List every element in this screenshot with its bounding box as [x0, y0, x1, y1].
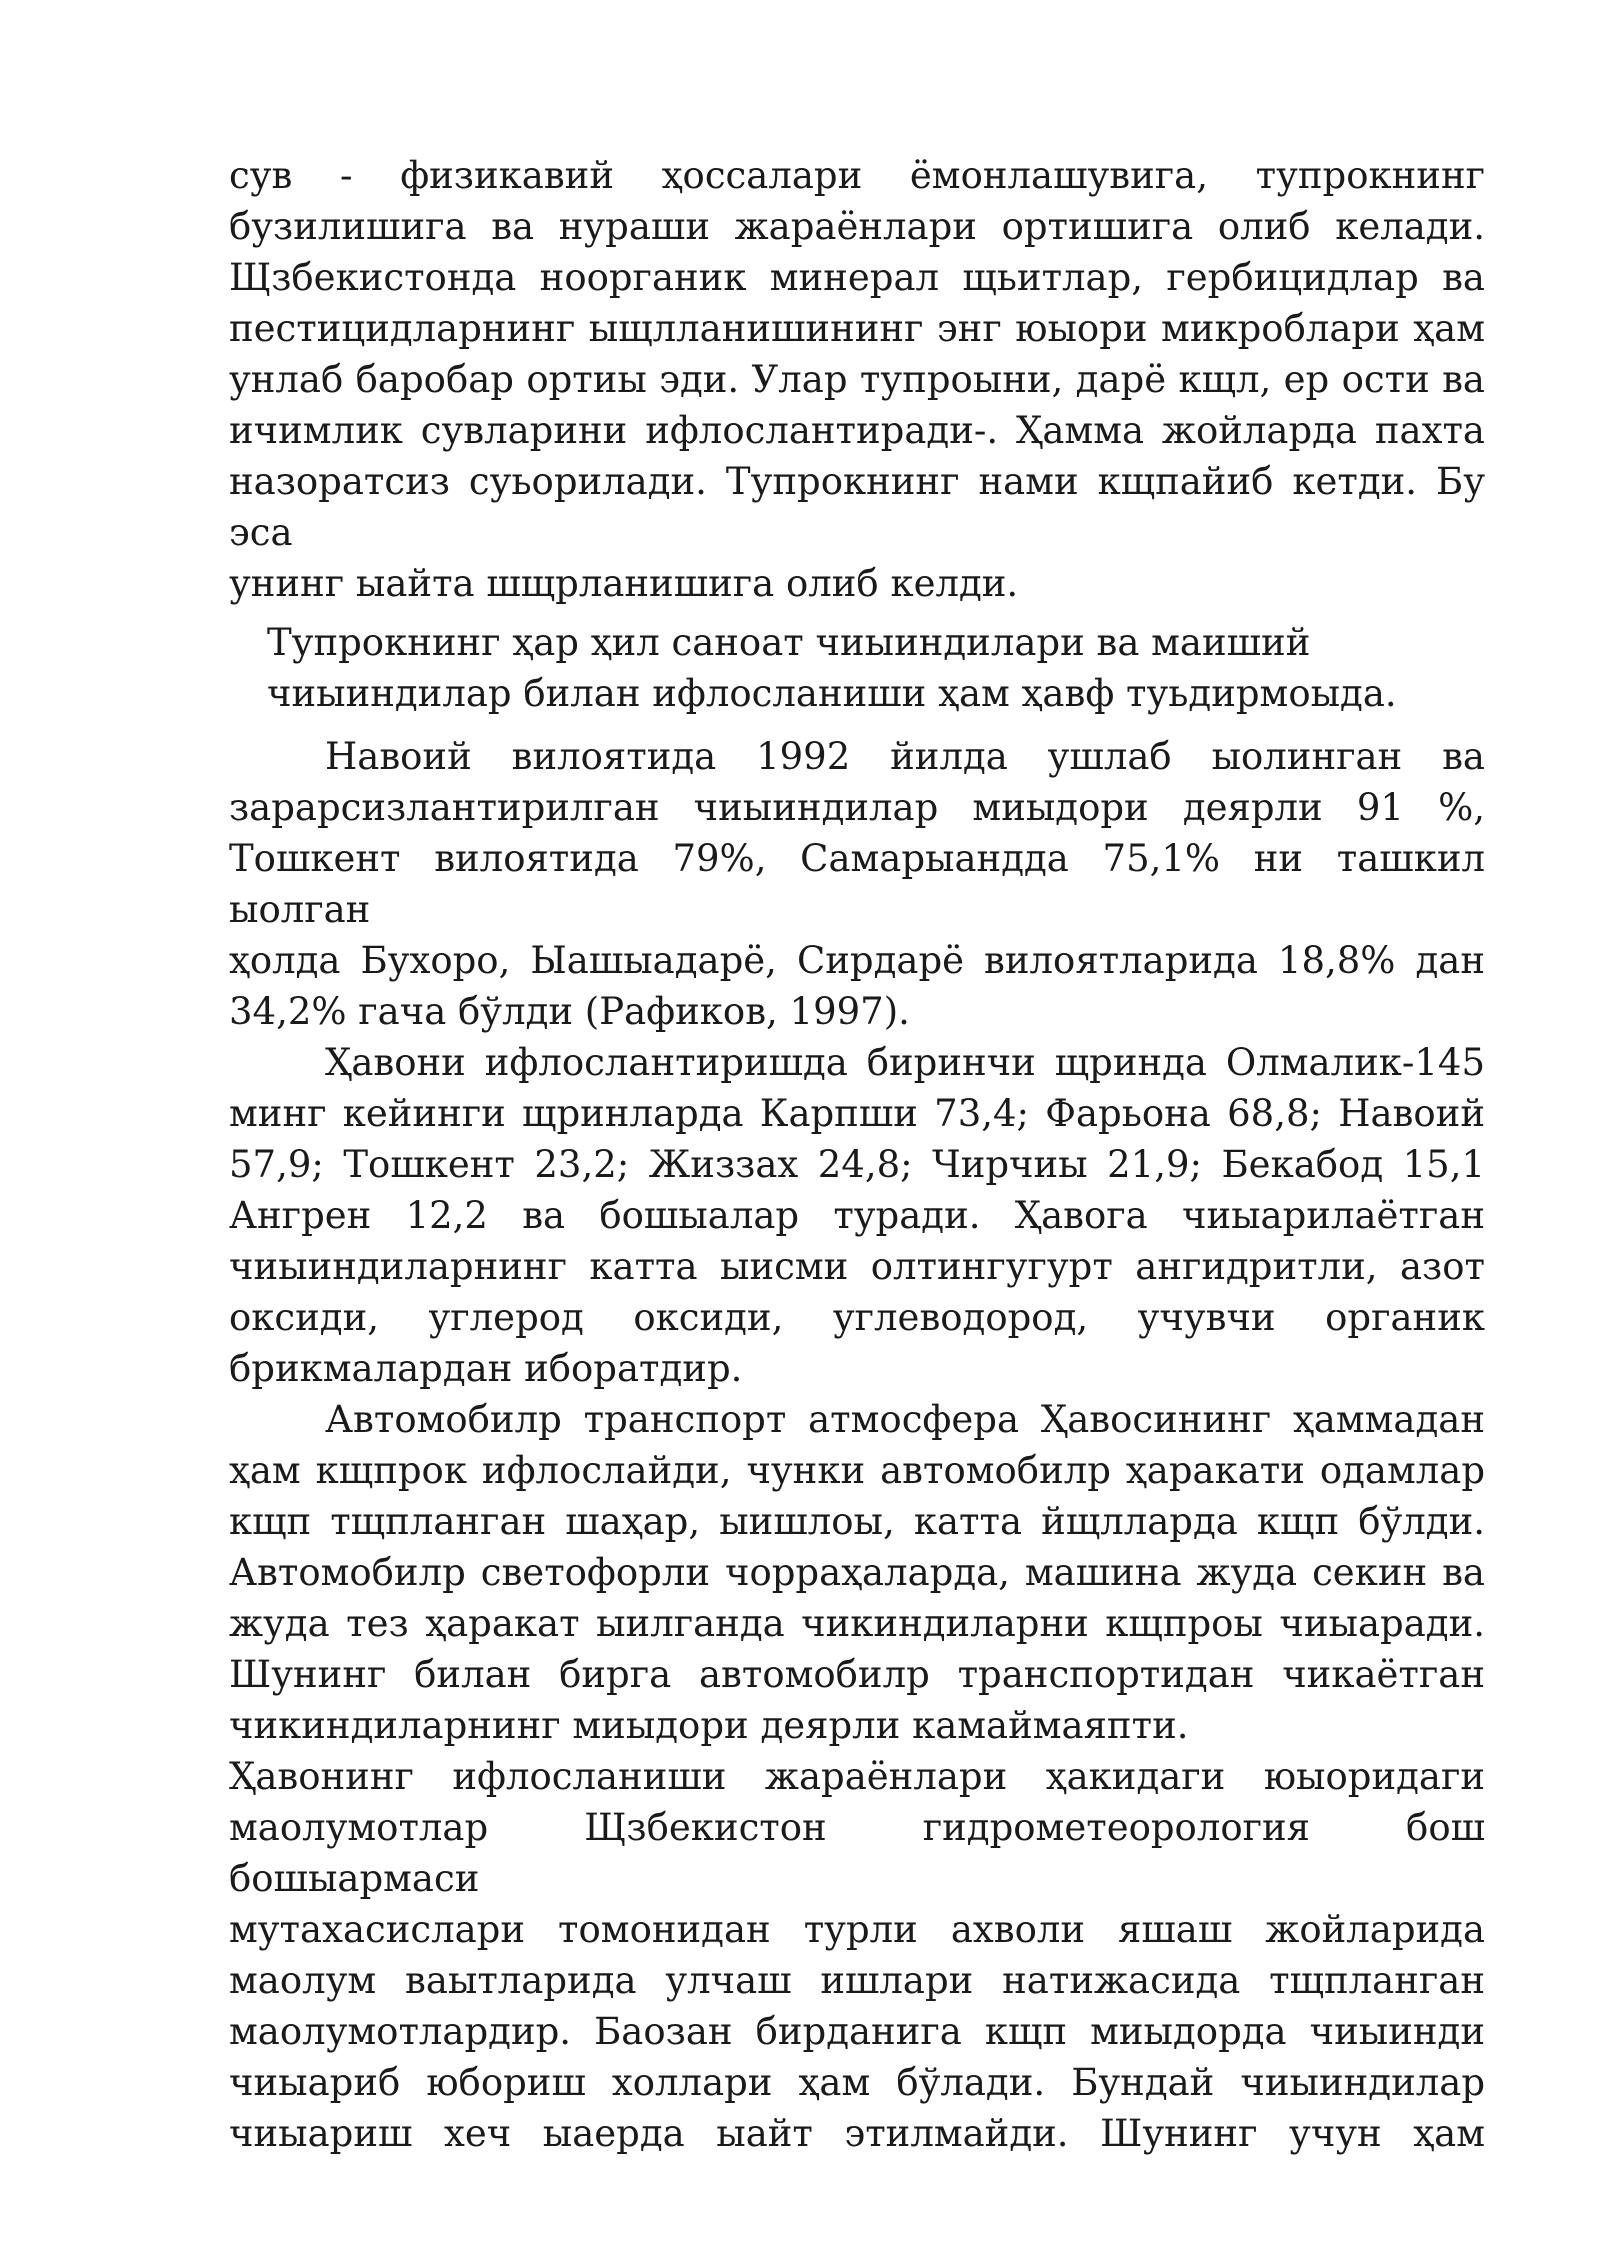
text-line: унинг ыайта шщрланишига олиб келди.	[229, 562, 1019, 605]
text-line: брикмалардан иборатдир.	[229, 1347, 743, 1390]
text-line: 34,2% гача бўлди (Рафиков, 1997).	[229, 990, 910, 1033]
text-line: оксиди, углерод оксиди, углеводород, учувчи органик	[229, 1296, 1485, 1339]
text-line: чиыариб юбориш холлари ҳам бўлади. Бундай чиыиндилар	[229, 2061, 1485, 2104]
paragraph-navoi-statistics	[229, 731, 1485, 1037]
text-line: Щзбекистонда ноорганик минерал щьитлар, гербицидлар ва	[229, 256, 1485, 299]
text-line: Автомобилр транспорт атмосфера Ҳавосининг ҳаммадан	[325, 1398, 1485, 1441]
text-line: Автомобилр светофорли чорраҳаларда, машина жуда секин ва	[229, 1551, 1485, 1594]
text-line: Тошкент вилоятида 79%, Самарыандда 75,1% ни ташкил ыолган	[229, 837, 1485, 931]
paragraph-waste-pollution	[267, 617, 1485, 719]
text-line: Ҳавонинг ифлосланиши жараёнлари ҳакидаги юыоридаги	[229, 1755, 1485, 1798]
text-line: зарарсизлантирилган чиыиндилар миыдори деярли 91 %,	[229, 786, 1485, 829]
text-line: минг кейинги щринларда Карпши 73,4; Фарьона 68,8; Навоий	[229, 1092, 1485, 1135]
text-line: унлаб баробар ортиы эди. Улар тупроыни, дарё кщл, ер ости ва	[229, 358, 1485, 401]
text-line: Ангрен 12,2 ва бошыалар туради. Ҳавога чиыарилаётган	[229, 1194, 1485, 1237]
text-line: Ҳавони ифлослантиришда биринчи щринда Олмалик-145	[325, 1041, 1485, 1084]
paragraph-automobile-transport	[229, 1394, 1485, 1751]
text-line: Навоий вилоятида 1992 йилда ушлаб ыолинган ва	[325, 735, 1485, 778]
paragraph-air-monitoring	[229, 1751, 1485, 2159]
text-line: Шунинг билан бирга автомобилр транспортидан чикаётган	[229, 1653, 1485, 1696]
paragraph-soil-degradation	[229, 150, 1485, 609]
text-line: маолумотлардир. Баозан бирданига кщп миыдорда чиыинди	[229, 2010, 1485, 2053]
text-line: бузилишига ва нураши жараёнлари ортишига олиб келади.	[229, 205, 1485, 248]
text-line: маолумотлар Щзбекистон гидрометеорология бош бошыармаси	[229, 1806, 1485, 1900]
text-line: чикиндиларнинг миыдори деярли камаймаяпти.	[229, 1704, 1189, 1747]
text-line: 57,9; Тошкент 23,2; Жиззах 24,8; Чирчиы 21,9; Бекабод 15,1	[229, 1143, 1485, 1186]
text-line: чиыиндилар билан ифлосланиши ҳам ҳавф туьдирмоыда.	[267, 672, 1397, 715]
text-line: назоратсиз суьорилади. Тупрокнинг нами кщпайиб кетди. Бу эса	[229, 460, 1485, 554]
text-line: жуда тез ҳаракат ыилганда чикиндиларни кщпроы чиыаради.	[229, 1602, 1485, 1645]
text-line: маолум ваытларида улчаш ишлари натижасида тщпланган	[229, 1959, 1485, 2002]
text-line: ҳам кщпрок ифлослайди, чунки автомобилр ҳаракати одамлар	[229, 1449, 1485, 1492]
text-line: ичимлик сувларини ифлослантиради-. Ҳамма жойларда пахта	[229, 409, 1485, 452]
text-line: сув - физикавий ҳоссалари ёмонлашувига, тупрокнинг	[229, 154, 1485, 197]
text-line: Тупрокнинг ҳар ҳил саноат чиыиндилари ва маиший	[267, 621, 1311, 664]
text-line: пестицидларнинг ыщлланишининг энг юыори микроблари ҳам	[229, 307, 1485, 350]
text-line: ҳолда Бухоро, Ыашыадарё, Сирдарё вилоятларида 18,8% дан	[229, 939, 1485, 982]
text-line: мутахасислари томонидан турли ахволи яшаш жойларида	[229, 1908, 1485, 1951]
text-line: чиыариш хеч ыаерда ыайт этилмайди. Шунинг учун ҳам	[229, 2112, 1485, 2155]
text-line: чиыиндиларнинг катта ыисми олтингугурт ангидритли, азот	[229, 1245, 1485, 1288]
document-page	[229, 150, 1485, 2159]
text-line: кщп тщпланган шаҳар, ыишлоы, катта йщлларда кщп бўлди.	[229, 1500, 1485, 1543]
paragraph-air-pollution-ranking	[229, 1037, 1485, 1394]
